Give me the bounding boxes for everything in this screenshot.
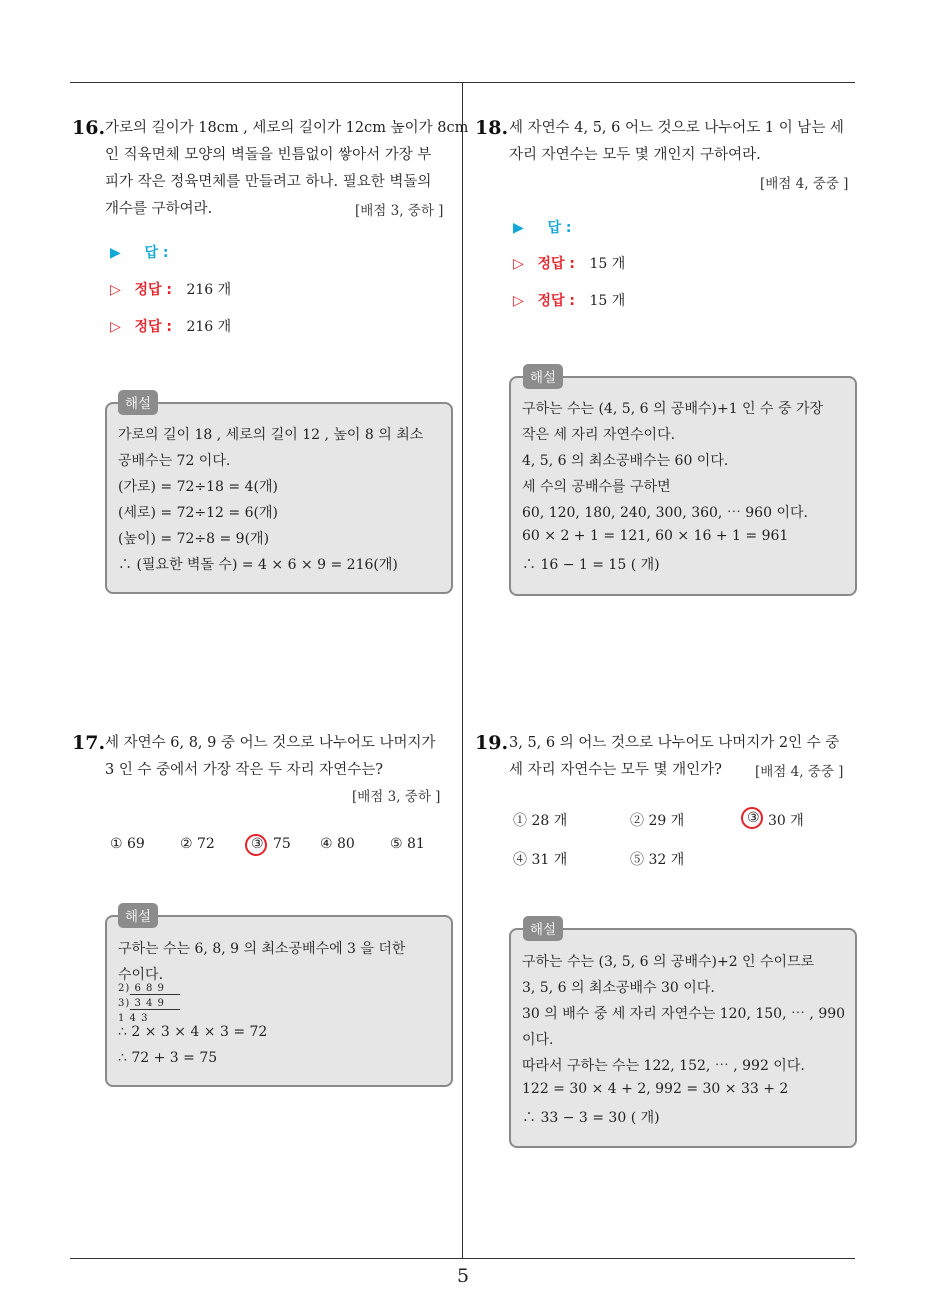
q17-choice-4[interactable]: ④ 80: [320, 836, 355, 852]
q17-expl-line-1: 구하는 수는 6, 8, 9 의 최소공배수에 3 을 더한: [118, 941, 406, 957]
q16-explanation-tag: 해설: [118, 390, 158, 415]
q18-expl-line-7: ∴ 16 − 1 = 15 ( 개): [522, 557, 660, 573]
q19-score: [배점 4, 중중 ]: [755, 764, 844, 780]
q16-answer-2: 216 개: [186, 319, 232, 335]
q19-text-line-2: 세 자리 자연수는 모두 몇 개인가?: [509, 762, 722, 778]
correct-label: 정답 :: [134, 319, 172, 335]
q16-score: [배점 3, 중하 ]: [355, 203, 444, 219]
q19-choice-2[interactable]: ② 29 개: [630, 813, 685, 829]
q19-expl-line-3: 30 의 배수 중 세 자리 자연수는 120, 150, ⋯ , 990: [522, 1006, 846, 1022]
triangle-outline-icon: ▷: [110, 282, 121, 298]
answer-circle-mark: [245, 834, 267, 856]
q18-text-line-1: 세 자연수 4, 5, 6 어느 것으로 나누어도 1 이 남는 세: [509, 120, 844, 136]
q16-answer-row: [110, 242, 168, 262]
q16-text-line-2: 인 직육면체 모양의 벽돌을 빈틈없이 쌓아서 가장 부: [105, 147, 432, 163]
q18-correct-row-2: [513, 290, 625, 310]
q19-expl-line-7: ∴ 33 − 3 = 30 ( 개): [522, 1110, 660, 1126]
q17-number: 17.: [72, 732, 106, 754]
q19-choice-3-value[interactable]: 30 개: [768, 813, 804, 829]
q16-text-line-4: 개수를 구하여라.: [105, 201, 213, 217]
q18-answer-1: 15 개: [589, 256, 626, 272]
q19-number: 19.: [475, 732, 509, 754]
q19-choice-1[interactable]: ① 28 개: [513, 813, 568, 829]
q17-text-line-2: 3 인 수 중에서 가장 작은 두 자리 자연수는?: [105, 762, 383, 778]
q16-answer-1: 216 개: [186, 282, 232, 298]
q17-score: [배점 3, 중하 ]: [352, 789, 441, 805]
division-rule: [130, 994, 180, 995]
play-icon: ▶: [110, 245, 121, 261]
q19-expl-line-1: 구하는 수는 (3, 5, 6 의 공배수)+2 인 수이므로: [522, 954, 815, 970]
division-rule: [130, 1009, 180, 1010]
q19-choice-3-marker[interactable]: ③: [747, 810, 760, 826]
q18-answer-2: 15 개: [589, 293, 626, 309]
correct-label: 정답 :: [537, 293, 575, 309]
q18-answer-row: [513, 217, 571, 237]
q18-expl-line-2: 작은 세 자리 자연수이다.: [522, 427, 676, 443]
q16-correct-row-2: [110, 316, 231, 336]
triangle-outline-icon: ▷: [513, 256, 524, 272]
q17-choice-3-value[interactable]: 75: [273, 836, 291, 852]
q18-expl-line-1: 구하는 수는 (4, 5, 6 의 공배수)+1 인 수 중 가장: [522, 401, 824, 417]
q17-choice-3-marker[interactable]: ③: [251, 836, 264, 852]
page-number: 5: [456, 1265, 470, 1287]
q18-correct-row-1: [513, 253, 625, 273]
q17-expl-line-3: ∴ 2 × 3 × 4 × 3 = 72: [118, 1024, 268, 1040]
correct-label: 정답 :: [537, 256, 575, 272]
q19-expl-line-5: 따라서 구하는 수는 122, 152, ⋯ , 992 이다.: [522, 1058, 805, 1074]
q19-text-line-1: 3, 5, 6 의 어느 것으로 나누어도 나머지가 2인 수 중: [509, 735, 840, 751]
q18-explanation-tag: 해설: [523, 364, 563, 389]
q17-expl-line-4: ∴ 72 + 3 = 75: [118, 1050, 218, 1066]
q16-expl-line-2: 공배수는 72 이다.: [118, 453, 231, 469]
answer-label: 답 :: [547, 220, 572, 236]
q18-number: 18.: [475, 117, 509, 139]
q16-correct-row-1: [110, 279, 231, 299]
q17-text-line-1: 세 자연수 6, 8, 9 중 어느 것으로 나누어도 나머지가: [105, 735, 436, 751]
q19-expl-line-6: 122 = 30 × 4 + 2, 992 = 30 × 33 + 2: [522, 1081, 789, 1097]
q17-explanation-tag: 해설: [118, 903, 158, 928]
q16-number: 16.: [72, 117, 106, 139]
q17-division-line-2: 3) 3 4 9: [118, 998, 165, 1009]
column-divider: [462, 82, 463, 1259]
q19-expl-line-2: 3, 5, 6 의 최소공배수 30 이다.: [522, 980, 715, 996]
q19-choice-5[interactable]: ⑤ 32 개: [630, 852, 685, 868]
q16-text-line-3: 피가 작은 정육면체를 만들려고 하나. 필요한 벽돌의: [105, 174, 432, 190]
bottom-rule: [70, 1258, 855, 1259]
q17-choice-5[interactable]: ⑤ 81: [390, 836, 425, 852]
play-icon: ▶: [513, 220, 524, 236]
q18-score: [배점 4, 중중 ]: [760, 176, 849, 192]
q16-expl-line-5: (높이) = 72÷8 = 9(개): [118, 531, 270, 547]
q18-text-line-2: 자리 자연수는 모두 몇 개인지 구하여라.: [509, 147, 761, 163]
triangle-outline-icon: ▷: [513, 293, 524, 309]
q16-expl-line-4: (세로) = 72÷12 = 6(개): [118, 505, 278, 521]
q16-expl-line-1: 가로의 길이 18 , 세로의 길이 12 , 높이 8 의 최소: [118, 427, 424, 443]
q17-choice-1[interactable]: ① 69: [110, 836, 145, 852]
q19-expl-line-4: 이다.: [522, 1032, 554, 1048]
q17-expl-line-2: 수이다.: [118, 967, 164, 983]
q19-choice-4[interactable]: ④ 31 개: [513, 852, 568, 868]
q17-division-line-3: 1 4 3: [118, 1013, 149, 1024]
q19-explanation-tag: 해설: [523, 916, 563, 941]
q16-expl-line-3: (가로) = 72÷18 = 4(개): [118, 479, 278, 495]
correct-label: 정답 :: [134, 282, 172, 298]
q16-expl-line-6: ∴ (필요한 벽돌 수) = 4 × 6 × 9 = 216(개): [118, 557, 398, 573]
triangle-outline-icon: ▷: [110, 319, 121, 335]
q18-expl-line-6: 60 × 2 + 1 = 121, 60 × 16 + 1 = 961: [522, 528, 789, 544]
q18-expl-line-5: 60, 120, 180, 240, 300, 360, ⋯ 960 이다.: [522, 505, 808, 521]
q18-expl-line-3: 4, 5, 6 의 최소공배수는 60 이다.: [522, 453, 729, 469]
answer-label: 답 :: [144, 245, 169, 261]
answer-circle-mark: [741, 807, 763, 829]
q18-expl-line-4: 세 수의 공배수를 구하면: [522, 479, 671, 495]
q17-division-line-1: 2) 6 8 9: [118, 983, 165, 994]
q17-choice-2[interactable]: ② 72: [180, 836, 215, 852]
q16-text-line-1: 가로의 길이가 18cm , 세로의 길이가 12cm 높이가 8cm: [105, 120, 469, 136]
